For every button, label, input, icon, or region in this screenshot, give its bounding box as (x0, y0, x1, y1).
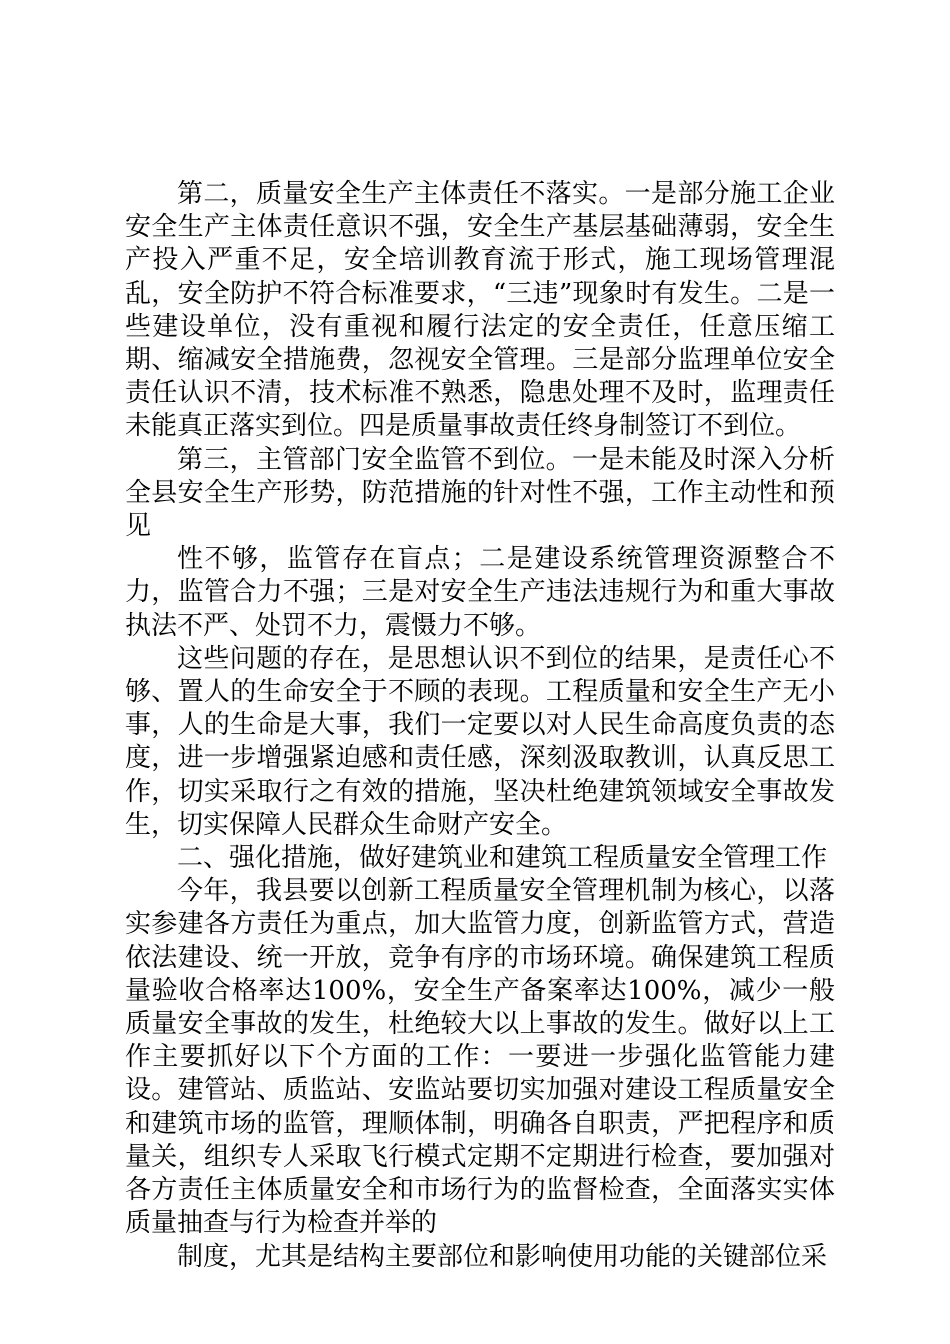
paragraph-responsibility: 第二，质量安全生产主体责任不落实。一是部分施工企业安全生产主体责任意识不强，安全生产基层基础薄弱，安全生产投入严重不足，安全培训教育流于形式，施工现场管理混乱，安全防护不符合标准要求，“三违”现象时有发生。二是一些建设单位，没有重视和履行法定的安全责任，任意压缩工期、缩减安全措施费，忽视安全管理。三是部分监理单位安全责任认识不清，技术标准不熟悉，隐患处理不及时，监理责任未能真正落实到位。四是质量事故责任终身制签订不到位。 (125, 179, 835, 442)
paragraph-measures: 今年，我县要以创新工程质量安全管理机制为核心，以落实参建各方责任为重点，加大监管力度，创新监管方式，营造依法建设、统一开放，竞争有序的市场环境。确保建筑工程质量验收合格率达100%，安全生产备案率达100%，减少一般质量安全事故的发生，杜绝较大以上事故的发生。做好以上工作主要抓好以下个方面的工作：一要进一步强化监管能力建设。建管站、质监站、安监站要切实加强对建设工程质量安全和建筑市场的监管，理顺体制，明确各自职责，严把程序和质量关，组织专人采取飞行模式定期不定期进行检查，要加强对各方责任主体质量安全和市场行为的监督检查，全面落实实体质量抽查与行为检查并举的 (125, 876, 835, 1239)
paragraph-measures-continued: 制度，尤其是结构主要部位和影响使用功能的关键部位采 (177, 1241, 828, 1272)
document-body (125, 178, 835, 1274)
section-heading: 二、强化措施，做好建筑业和建筑工程质量安全管理工作 (177, 843, 828, 874)
paragraph-reflection: 这些问题的存在，是思想认识不到位的结果，是责任心不够、置人的生命安全于不顾的表现。工程质量和安全生产无小事，人的生命是大事，我们一定要以对人民生命高度负责的态度，进一步增强紧迫感和责任感，深刻汲取教训，认真反思工作，切实采取行之有效的措施，坚决杜绝建筑领域安全事故发生，切实保障人民群众生命财产安全。 (125, 643, 835, 840)
paragraph-supervision-continued: 性不够，监管存在盲点；二是建设系统管理资源整合不力，监管合力不强；三是对安全生产违法违规行为和重大事故执法不严、处罚不力，震慑力不够。 (125, 544, 835, 641)
paragraph-supervision: 第三，主管部门安全监管不到位。一是未能及时深入分析全县安全生产形势，防范措施的针对性不强，工作主动性和预见 (125, 444, 835, 542)
